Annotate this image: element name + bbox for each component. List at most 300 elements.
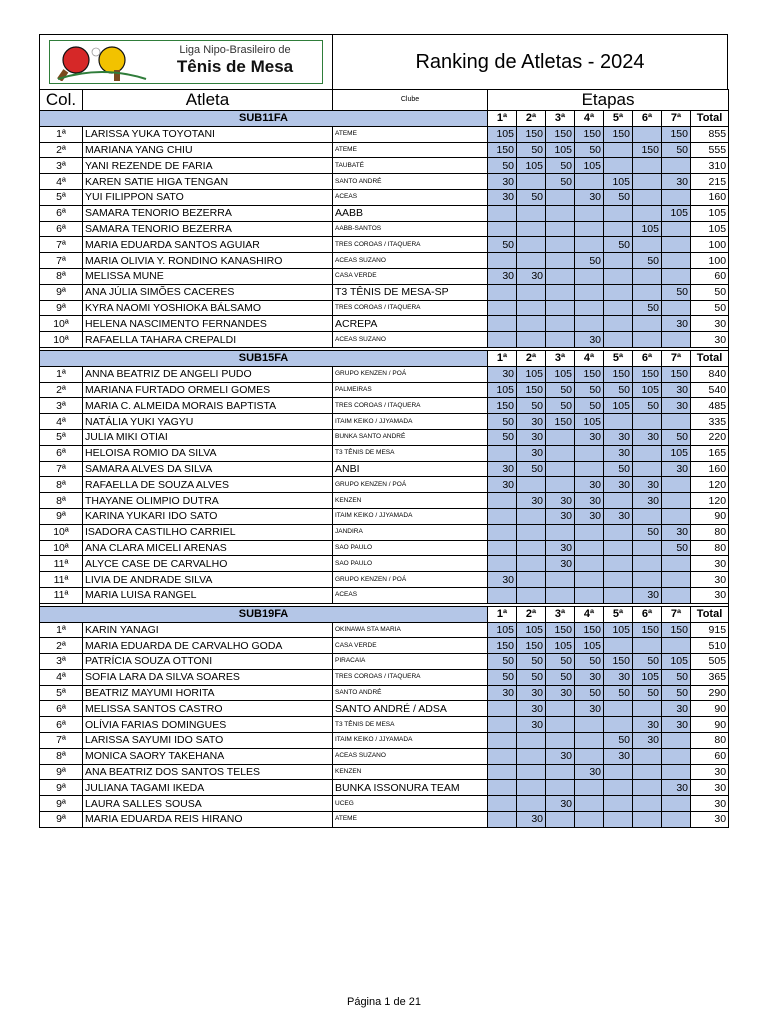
- rank-cell: 1ª: [40, 126, 83, 142]
- stage-score: [633, 748, 662, 764]
- page-footer: Página 1 de 21: [346, 996, 421, 1008]
- stage-score: [633, 540, 662, 556]
- table-row: [40, 638, 729, 654]
- stage-score: 30: [633, 429, 662, 445]
- club-name: KENZEN: [333, 493, 488, 509]
- stage-score: 30: [546, 493, 575, 509]
- stage-score: [546, 733, 575, 749]
- stage-score: [575, 445, 604, 461]
- stage-score: [633, 174, 662, 190]
- total-score: 90: [691, 717, 729, 733]
- rank-cell: 9ª: [40, 764, 83, 780]
- stage-score: 50: [488, 158, 517, 174]
- stage-score: 50: [604, 382, 633, 398]
- stage-score: [575, 748, 604, 764]
- stage-score: [604, 812, 633, 828]
- logo-cell: [40, 35, 333, 89]
- athlete-name: MARIA C. ALMEIDA MORAIS BAPTISTA: [83, 398, 333, 414]
- logo-text: [150, 43, 320, 77]
- club-name: ATEME: [333, 142, 488, 158]
- stage-score: 105: [633, 669, 662, 685]
- sheet-header: [39, 34, 728, 89]
- stage-score: [546, 300, 575, 316]
- rank-cell: 10ª: [40, 524, 83, 540]
- stage-score: [488, 300, 517, 316]
- stage-score: [662, 158, 691, 174]
- stage-score: [604, 493, 633, 509]
- total-score: 30: [691, 764, 729, 780]
- stage-score: 50: [604, 685, 633, 701]
- stage-label: 3ª: [546, 111, 575, 127]
- stage-score: 30: [633, 733, 662, 749]
- stage-score: [633, 237, 662, 253]
- athlete-name: MONICA SAORY TAKEHANA: [83, 748, 333, 764]
- stage-score: 50: [517, 461, 546, 477]
- stage-score: [575, 205, 604, 221]
- stage-score: 105: [633, 221, 662, 237]
- total-score: 485: [691, 398, 729, 414]
- total-score: 30: [691, 556, 729, 572]
- table-row: [40, 284, 729, 300]
- stage-score: 30: [604, 445, 633, 461]
- stage-score: [575, 316, 604, 332]
- stage-score: 150: [633, 142, 662, 158]
- stage-score: [517, 587, 546, 603]
- stage-score: [517, 253, 546, 269]
- club-name: TRES COROAS / ITAQUERA: [333, 237, 488, 253]
- stage-score: [546, 284, 575, 300]
- club-name: ACEAS: [333, 189, 488, 205]
- stage-score: [633, 701, 662, 717]
- stage-score: 50: [662, 669, 691, 685]
- total-score: 855: [691, 126, 729, 142]
- athlete-name: RAFAELLA DE SOUZA ALVES: [83, 477, 333, 493]
- total-score: 30: [691, 587, 729, 603]
- rank-cell: 7ª: [40, 733, 83, 749]
- stage-score: 105: [488, 126, 517, 142]
- athlete-name: ISADORA CASTILHO CARRIEL: [83, 524, 333, 540]
- stage-label: 1ª: [488, 111, 517, 127]
- stage-score: 150: [662, 622, 691, 638]
- table-row: [40, 524, 729, 540]
- stage-score: [633, 780, 662, 796]
- club-name: ITAIM KEIKO / JJYAMADA: [333, 414, 488, 430]
- table-row: [40, 316, 729, 332]
- stage-score: [517, 174, 546, 190]
- stage-score: [517, 332, 546, 348]
- stage-score: [575, 780, 604, 796]
- stage-score: [488, 780, 517, 796]
- stage-score: 30: [546, 685, 575, 701]
- stage-score: 30: [604, 669, 633, 685]
- stage-score: [662, 477, 691, 493]
- stage-score: [662, 587, 691, 603]
- stage-score: [488, 284, 517, 300]
- stage-score: 105: [517, 366, 546, 382]
- stage-score: [517, 748, 546, 764]
- stage-score: [662, 332, 691, 348]
- stage-score: [575, 237, 604, 253]
- club-name: T3 TÊNIS DE MESA: [333, 717, 488, 733]
- stage-score: [517, 237, 546, 253]
- stage-score: 50: [517, 398, 546, 414]
- table-row: [40, 414, 729, 430]
- athlete-name: YANI REZENDE DE FARIA: [83, 158, 333, 174]
- stage-score: [575, 221, 604, 237]
- stage-label: 5ª: [604, 350, 633, 366]
- total-score: 310: [691, 158, 729, 174]
- stage-score: [604, 540, 633, 556]
- stage-score: 30: [546, 796, 575, 812]
- stage-score: 50: [604, 461, 633, 477]
- athlete-name: MELISSA MUNE: [83, 268, 333, 284]
- stage-score: 30: [517, 717, 546, 733]
- rank-cell: 6ª: [40, 701, 83, 717]
- stage-score: [575, 733, 604, 749]
- athlete-name: HELENA NASCIMENTO FERNANDES: [83, 316, 333, 332]
- club-name: OKINAWA STA MARIA: [333, 622, 488, 638]
- stage-score: [488, 717, 517, 733]
- stage-score: 50: [488, 429, 517, 445]
- stage-score: 150: [575, 366, 604, 382]
- stage-score: 105: [662, 445, 691, 461]
- stage-score: [488, 205, 517, 221]
- stage-score: 50: [517, 142, 546, 158]
- stage-score: 150: [604, 126, 633, 142]
- stages-header: Etapas: [488, 90, 729, 111]
- stage-score: [488, 493, 517, 509]
- athlete-name: KARIN YANAGI: [83, 622, 333, 638]
- stage-label: 6ª: [633, 111, 662, 127]
- stage-score: 30: [575, 508, 604, 524]
- athlete-name: SAMARA TENORIO BEZERRA: [83, 221, 333, 237]
- table-row: [40, 174, 729, 190]
- total-score: 165: [691, 445, 729, 461]
- table-row: [40, 587, 729, 603]
- stage-label: 6ª: [633, 606, 662, 622]
- club-name: SAO PAULO: [333, 556, 488, 572]
- club-name: ACEAS SUZANO: [333, 253, 488, 269]
- stage-score: 50: [517, 189, 546, 205]
- stage-score: [575, 812, 604, 828]
- total-score: 510: [691, 638, 729, 654]
- athlete-name: PATRÍCIA SOUZA OTTONI: [83, 654, 333, 670]
- total-score: 80: [691, 540, 729, 556]
- stage-score: [633, 126, 662, 142]
- page-title: Ranking de Atletas - 2024: [415, 50, 645, 73]
- total-score: 540: [691, 382, 729, 398]
- stage-score: [662, 189, 691, 205]
- stage-score: 50: [546, 158, 575, 174]
- club-name: ACEAS: [333, 587, 488, 603]
- stage-score: [633, 638, 662, 654]
- total-header: Total: [691, 350, 729, 366]
- table-row: [40, 429, 729, 445]
- table-row: [40, 508, 729, 524]
- club-name: SAO PAULO: [333, 540, 488, 556]
- club-name: ITAIM KEIKO / JJYAMADA: [333, 733, 488, 749]
- stage-score: [517, 477, 546, 493]
- stage-score: [517, 540, 546, 556]
- stage-score: 30: [662, 174, 691, 190]
- stage-score: [517, 300, 546, 316]
- rank-cell: 7ª: [40, 237, 83, 253]
- rank-cell: 10ª: [40, 332, 83, 348]
- stage-score: [517, 572, 546, 588]
- stage-score: [488, 733, 517, 749]
- stage-score: 50: [546, 669, 575, 685]
- stage-score: [604, 524, 633, 540]
- stage-score: 50: [633, 685, 662, 701]
- stage-score: [546, 764, 575, 780]
- stage-score: [633, 508, 662, 524]
- stage-score: 30: [517, 493, 546, 509]
- rank-cell: 8ª: [40, 748, 83, 764]
- club-name: ACREPA: [333, 316, 488, 332]
- table-row: [40, 493, 729, 509]
- stage-score: 30: [604, 508, 633, 524]
- total-score: 60: [691, 268, 729, 284]
- athlete-name: RAFAELLA TAHARA CREPALDI: [83, 332, 333, 348]
- stage-score: [604, 268, 633, 284]
- stage-score: 30: [662, 382, 691, 398]
- table-row: [40, 461, 729, 477]
- stage-score: 50: [546, 654, 575, 670]
- stage-score: 30: [488, 685, 517, 701]
- total-score: 60: [691, 748, 729, 764]
- stage-score: [662, 733, 691, 749]
- rank-cell: 9ª: [40, 796, 83, 812]
- logo-line2: Tênis de Mesa: [176, 57, 294, 76]
- stage-score: [546, 572, 575, 588]
- stage-score: 105: [546, 638, 575, 654]
- total-header: Total: [691, 111, 729, 127]
- stage-score: 30: [575, 429, 604, 445]
- category-header-row: [40, 111, 729, 127]
- stage-score: [604, 253, 633, 269]
- stage-score: [546, 524, 575, 540]
- stage-score: [575, 284, 604, 300]
- club-name: TRES COROAS / ITAQUERA: [333, 300, 488, 316]
- table-row: [40, 398, 729, 414]
- rank-cell: 7ª: [40, 253, 83, 269]
- club-name: ATEME: [333, 126, 488, 142]
- athlete-name: JULIANA TAGAMI IKEDA: [83, 780, 333, 796]
- rank-cell: 10ª: [40, 316, 83, 332]
- stage-score: [517, 284, 546, 300]
- stage-score: 30: [517, 685, 546, 701]
- ranking-sheet: [39, 34, 728, 828]
- club-name: UCEG: [333, 796, 488, 812]
- stage-score: 30: [488, 268, 517, 284]
- athlete-name: SOFIA LARA DA SILVA SOARES: [83, 669, 333, 685]
- stage-score: [575, 572, 604, 588]
- stage-score: [488, 316, 517, 332]
- stage-score: [633, 158, 662, 174]
- athlete-name: ANNA BEATRIZ DE ANGELI PUDO: [83, 366, 333, 382]
- stage-score: 30: [633, 493, 662, 509]
- stage-score: [662, 268, 691, 284]
- stage-score: [662, 572, 691, 588]
- rank-cell: 2ª: [40, 382, 83, 398]
- club-name: BUNKA SANTO ANDRÉ: [333, 429, 488, 445]
- stage-score: 105: [517, 622, 546, 638]
- stage-score: 50: [633, 524, 662, 540]
- rank-cell: 4ª: [40, 174, 83, 190]
- stage-score: [575, 268, 604, 284]
- stage-score: [604, 316, 633, 332]
- stage-score: 50: [488, 669, 517, 685]
- athlete-name: BEATRIZ MAYUMI HORITA: [83, 685, 333, 701]
- athlete-name: LARISSA SAYUMI IDO SATO: [83, 733, 333, 749]
- club-name: ATEME: [333, 812, 488, 828]
- stage-score: 30: [662, 524, 691, 540]
- stage-score: 50: [662, 429, 691, 445]
- stage-score: [546, 221, 575, 237]
- total-score: 30: [691, 796, 729, 812]
- stage-score: 50: [633, 398, 662, 414]
- total-score: 915: [691, 622, 729, 638]
- rank-cell: 9ª: [40, 300, 83, 316]
- stage-label: 5ª: [604, 111, 633, 127]
- stage-score: [633, 284, 662, 300]
- stage-score: [604, 796, 633, 812]
- stage-score: 30: [662, 461, 691, 477]
- rank-cell: 6ª: [40, 445, 83, 461]
- stage-score: [575, 461, 604, 477]
- stage-score: 150: [546, 622, 575, 638]
- club-name: GRUPO KENZEN / POÁ: [333, 366, 488, 382]
- athlete-name: MARIA OLIVIA Y. RONDINO KANASHIRO: [83, 253, 333, 269]
- rank-cell: 6ª: [40, 205, 83, 221]
- stage-score: [546, 780, 575, 796]
- stage-score: 50: [575, 398, 604, 414]
- stage-score: 150: [604, 366, 633, 382]
- stage-score: 105: [575, 414, 604, 430]
- stage-score: 150: [575, 126, 604, 142]
- stage-score: 30: [546, 748, 575, 764]
- athlete-name: ANA CLARA MICELI ARENAS: [83, 540, 333, 556]
- category-header-row: [40, 606, 729, 622]
- stage-label: 1ª: [488, 350, 517, 366]
- stage-score: [604, 764, 633, 780]
- stage-score: [546, 477, 575, 493]
- stage-score: [546, 237, 575, 253]
- stage-score: 50: [604, 237, 633, 253]
- club-name: TAUBATÉ: [333, 158, 488, 174]
- athlete-name: SAMARA ALVES DA SILVA: [83, 461, 333, 477]
- stage-score: [546, 429, 575, 445]
- stage-score: 30: [633, 477, 662, 493]
- stage-label: 7ª: [662, 606, 691, 622]
- stage-score: [546, 717, 575, 733]
- stage-score: 30: [575, 764, 604, 780]
- total-score: 100: [691, 237, 729, 253]
- club-name: ACEAS SUZANO: [333, 332, 488, 348]
- stage-score: [546, 587, 575, 603]
- rank-cell: 11ª: [40, 556, 83, 572]
- total-score: 90: [691, 701, 729, 717]
- rank-cell: 8ª: [40, 493, 83, 509]
- total-score: 105: [691, 221, 729, 237]
- logo-line1: Liga Nipo-Brasileiro de: [179, 44, 291, 56]
- total-score: 160: [691, 189, 729, 205]
- club-name: CASA VERDE: [333, 268, 488, 284]
- stage-score: 30: [517, 445, 546, 461]
- stage-score: 30: [604, 477, 633, 493]
- table-row: [40, 717, 729, 733]
- stage-score: [575, 717, 604, 733]
- stage-score: 30: [488, 461, 517, 477]
- stage-score: 50: [633, 654, 662, 670]
- stage-score: [575, 556, 604, 572]
- club-name: GRUPO KENZEN / POÁ: [333, 572, 488, 588]
- stage-label: 7ª: [662, 350, 691, 366]
- stage-score: [662, 748, 691, 764]
- stage-score: [633, 445, 662, 461]
- rank-cell: 3ª: [40, 654, 83, 670]
- stage-score: [517, 556, 546, 572]
- stage-score: [575, 796, 604, 812]
- stage-score: 150: [517, 382, 546, 398]
- stage-score: [546, 445, 575, 461]
- total-score: 90: [691, 508, 729, 524]
- stage-score: 150: [517, 126, 546, 142]
- stage-score: [488, 701, 517, 717]
- athlete-name: ANA BEATRIZ DOS SANTOS TELES: [83, 764, 333, 780]
- table-row: [40, 748, 729, 764]
- total-score: 555: [691, 142, 729, 158]
- rank-cell: 9ª: [40, 780, 83, 796]
- athlete-name: SAMARA TENORIO BEZERRA: [83, 205, 333, 221]
- stage-score: 150: [662, 366, 691, 382]
- category-name: SUB11FA: [40, 111, 488, 127]
- total-score: 50: [691, 284, 729, 300]
- stage-score: 105: [662, 205, 691, 221]
- stage-score: 50: [517, 654, 546, 670]
- stage-score: 30: [662, 398, 691, 414]
- stage-score: [546, 205, 575, 221]
- stage-score: [662, 237, 691, 253]
- stage-score: 30: [517, 429, 546, 445]
- club-name: TRES COROAS / ITAQUERA: [333, 398, 488, 414]
- stage-score: 30: [575, 477, 604, 493]
- rank-cell: 11ª: [40, 587, 83, 603]
- stage-score: [488, 748, 517, 764]
- stage-score: [662, 300, 691, 316]
- stage-score: [633, 414, 662, 430]
- rank-cell: 2ª: [40, 142, 83, 158]
- table-row: [40, 237, 729, 253]
- stage-score: [662, 796, 691, 812]
- total-score: 290: [691, 685, 729, 701]
- stage-score: 50: [633, 300, 662, 316]
- stage-score: [662, 253, 691, 269]
- athlete-name: KAREN SATIE HIGA TENGAN: [83, 174, 333, 190]
- rank-cell: 5ª: [40, 189, 83, 205]
- stage-score: 50: [488, 237, 517, 253]
- stage-score: 50: [488, 654, 517, 670]
- stage-score: [662, 638, 691, 654]
- stage-score: 50: [633, 253, 662, 269]
- ranking-table: [39, 89, 729, 828]
- stage-score: [662, 812, 691, 828]
- stage-score: 30: [488, 366, 517, 382]
- rank-cell: 1ª: [40, 622, 83, 638]
- stage-score: 30: [662, 717, 691, 733]
- stage-score: [662, 764, 691, 780]
- stage-score: [488, 332, 517, 348]
